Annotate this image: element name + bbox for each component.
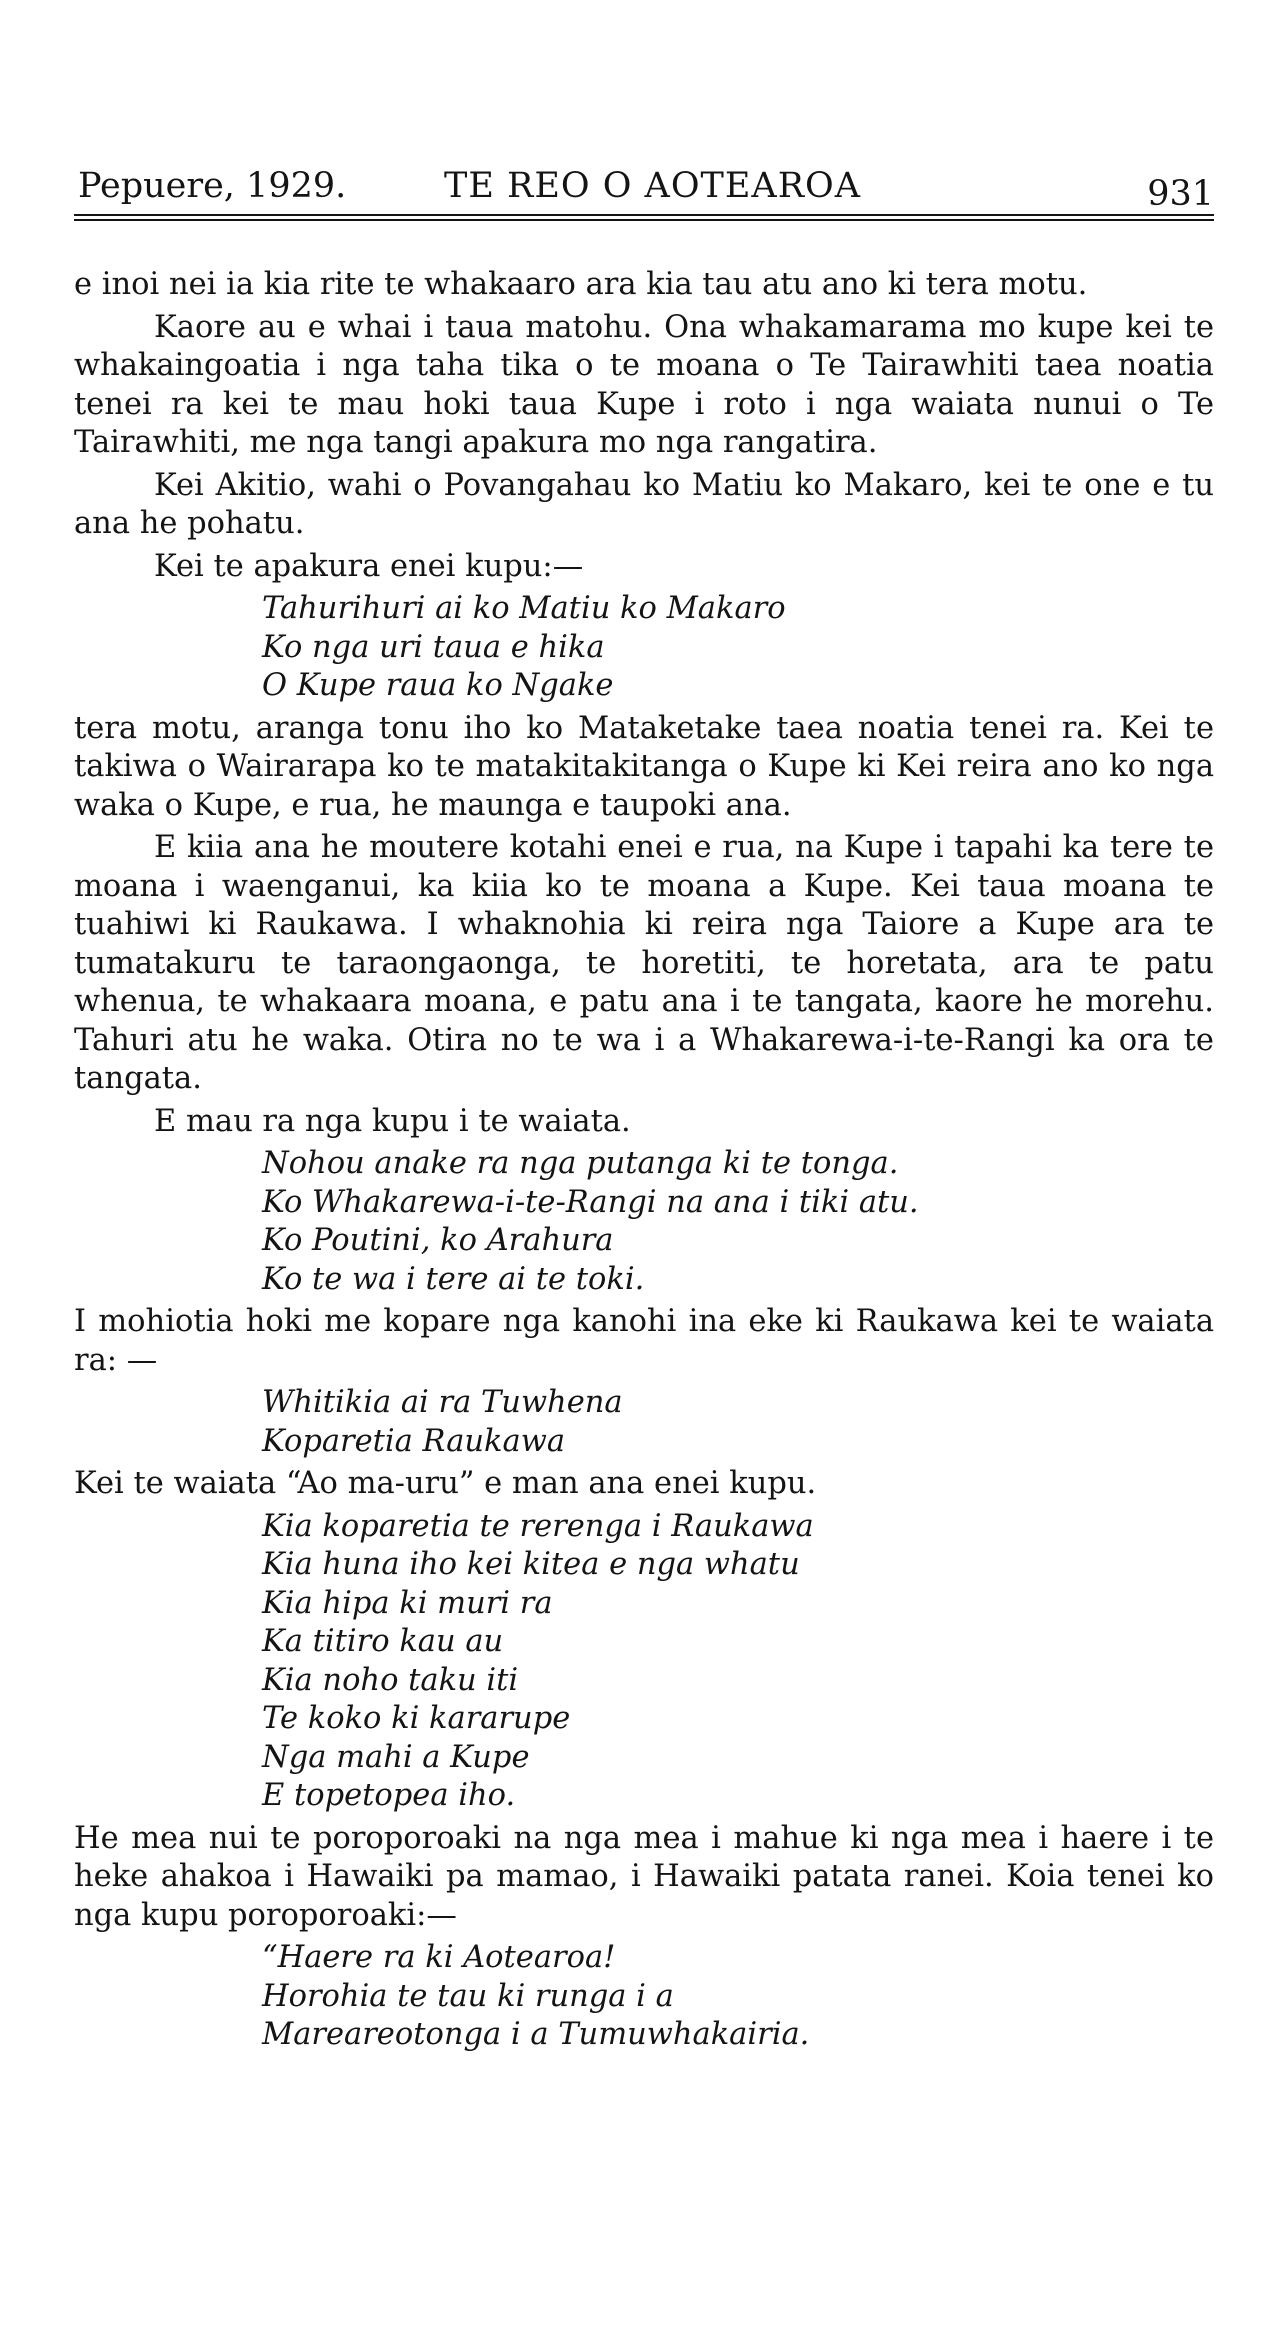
verse-line: Nohou anake ra nga putanga ki te tonga. bbox=[262, 1146, 899, 1181]
paragraph: I mohiotia hoki me kopare nga kanohi ina eke ki Raukawa kei te waiata ra: — bbox=[74, 1304, 1214, 1378]
verse-block bbox=[74, 1384, 1214, 1461]
verse-line: Mareareotonga i a Tumuwhakairia. bbox=[262, 2017, 810, 2052]
verse-line: Koparetia Raukawa bbox=[262, 1423, 566, 1459]
paragraph: tera motu, aranga tonu iho ko Mataketake taea noatia tenei ra. Kei te takiwa o Wairarapa ko te matakitakitanga o Kupe ki Kei reira ano ko nga waka o Kupe, e rua, he maunga e taupoki ana. bbox=[74, 710, 1214, 823]
verse-line: Tahurihuri ai ko Matiu ko Makaro bbox=[262, 591, 786, 626]
verse-block bbox=[74, 1939, 1214, 2055]
document-page bbox=[74, 150, 1214, 2300]
paragraph: E kiia ana he moutere kotahi enei e rua, na Kupe i tapahi ka tere te moana i waenganui, ka kiia ko te moana a Kupe. Kei taua moana te tuahiwi ki Raukawa. I whaknohia ki reira nga Taiore a Kupe ara te tumatakuru te taraongaonga, te horetiti, te horetata, ara te patu whenua, te whakaara moana, e patu ana i te tangata, kaore he morehu. Tahuri atu he waka. Otira no te wa i a Whakarewa-i-te-Rangi ka ora te tangata. bbox=[74, 830, 1214, 1096]
verse-line: E topetopea iho. bbox=[262, 1778, 516, 1813]
verse-line: Te koko ki kararupe bbox=[262, 1701, 571, 1736]
paragraph: E mau ra nga kupu i te waiata. bbox=[154, 1103, 631, 1139]
verse-block bbox=[74, 1145, 1214, 1299]
verse-line: Ka titiro kau au bbox=[262, 1624, 504, 1659]
verse-line: Kia noho taku iti bbox=[262, 1662, 519, 1698]
verse-line: Nga mahi a Kupe bbox=[262, 1739, 530, 1775]
verse-block bbox=[74, 1508, 1214, 1816]
verse-line: Whitikia ai ra Tuwhena bbox=[262, 1385, 623, 1420]
verse-line: Ko Poutini, ko Arahura bbox=[262, 1223, 614, 1258]
paragraph: Kei te apakura enei kupu:— bbox=[154, 548, 584, 584]
verse-line: Ko Whakarewa-i-te-Rangi na ana i tiki atu. bbox=[262, 1184, 919, 1220]
header-double-rule bbox=[74, 214, 1214, 221]
paragraph: He mea nui te poroporoaki na nga mea i mahue ki nga mea i haere i te heke ahakoa i Hawaiki pa mamao, i Hawaiki patata ranei. Koia tenei ko nga kupu poroporoaki:— bbox=[74, 1820, 1214, 1933]
paragraph: Kei te waiata “Ao ma-uru” e man ana enei kupu. bbox=[74, 1466, 817, 1501]
verse-line: Ko nga uri taua e hika bbox=[262, 629, 605, 665]
paragraph: Kaore au e whai i taua matohu. Ona whakamarama mo kupe kei te whakaingoatia i nga taha tika o te moana o Te Tairawhiti taea noatia tenei ra kei te mau hoki taua Kupe i roto i nga waiata nunui o Te Tairawhiti, me nga tangi apakura mo nga rangatira. bbox=[74, 309, 1214, 460]
verse-line: Horohia te tau ki runga i a bbox=[262, 1978, 674, 2014]
article-body bbox=[74, 266, 1214, 2055]
verse-block bbox=[74, 590, 1214, 706]
page-number: 931 bbox=[1147, 174, 1214, 214]
verse-line: “Haere ra ki Aotearoa! bbox=[262, 1940, 616, 1975]
verse-line: Kia hipa ki muri ra bbox=[262, 1585, 553, 1621]
publication-title: TE REO O AOTEAROA bbox=[444, 166, 862, 206]
issue-date: Pepuere, 1929. bbox=[78, 166, 347, 206]
verse-line: Kia koparetia te rerenga i Raukawa bbox=[262, 1508, 814, 1544]
paragraph: Kei Akitio, wahi o Povangahau ko Matiu ko Makaro, kei te one e tu ana he pohatu. bbox=[74, 467, 1214, 541]
verse-line: Ko te wa i tere ai te toki. bbox=[262, 1261, 645, 1297]
verse-line: Kia huna iho kei kitea e nga whatu bbox=[262, 1547, 800, 1582]
page-header bbox=[74, 150, 1214, 220]
paragraph: e inoi nei ia kia rite te whakaaro ara kia tau atu ano ki tera motu. bbox=[74, 267, 1088, 302]
verse-line: O Kupe raua ko Ngake bbox=[262, 668, 614, 703]
